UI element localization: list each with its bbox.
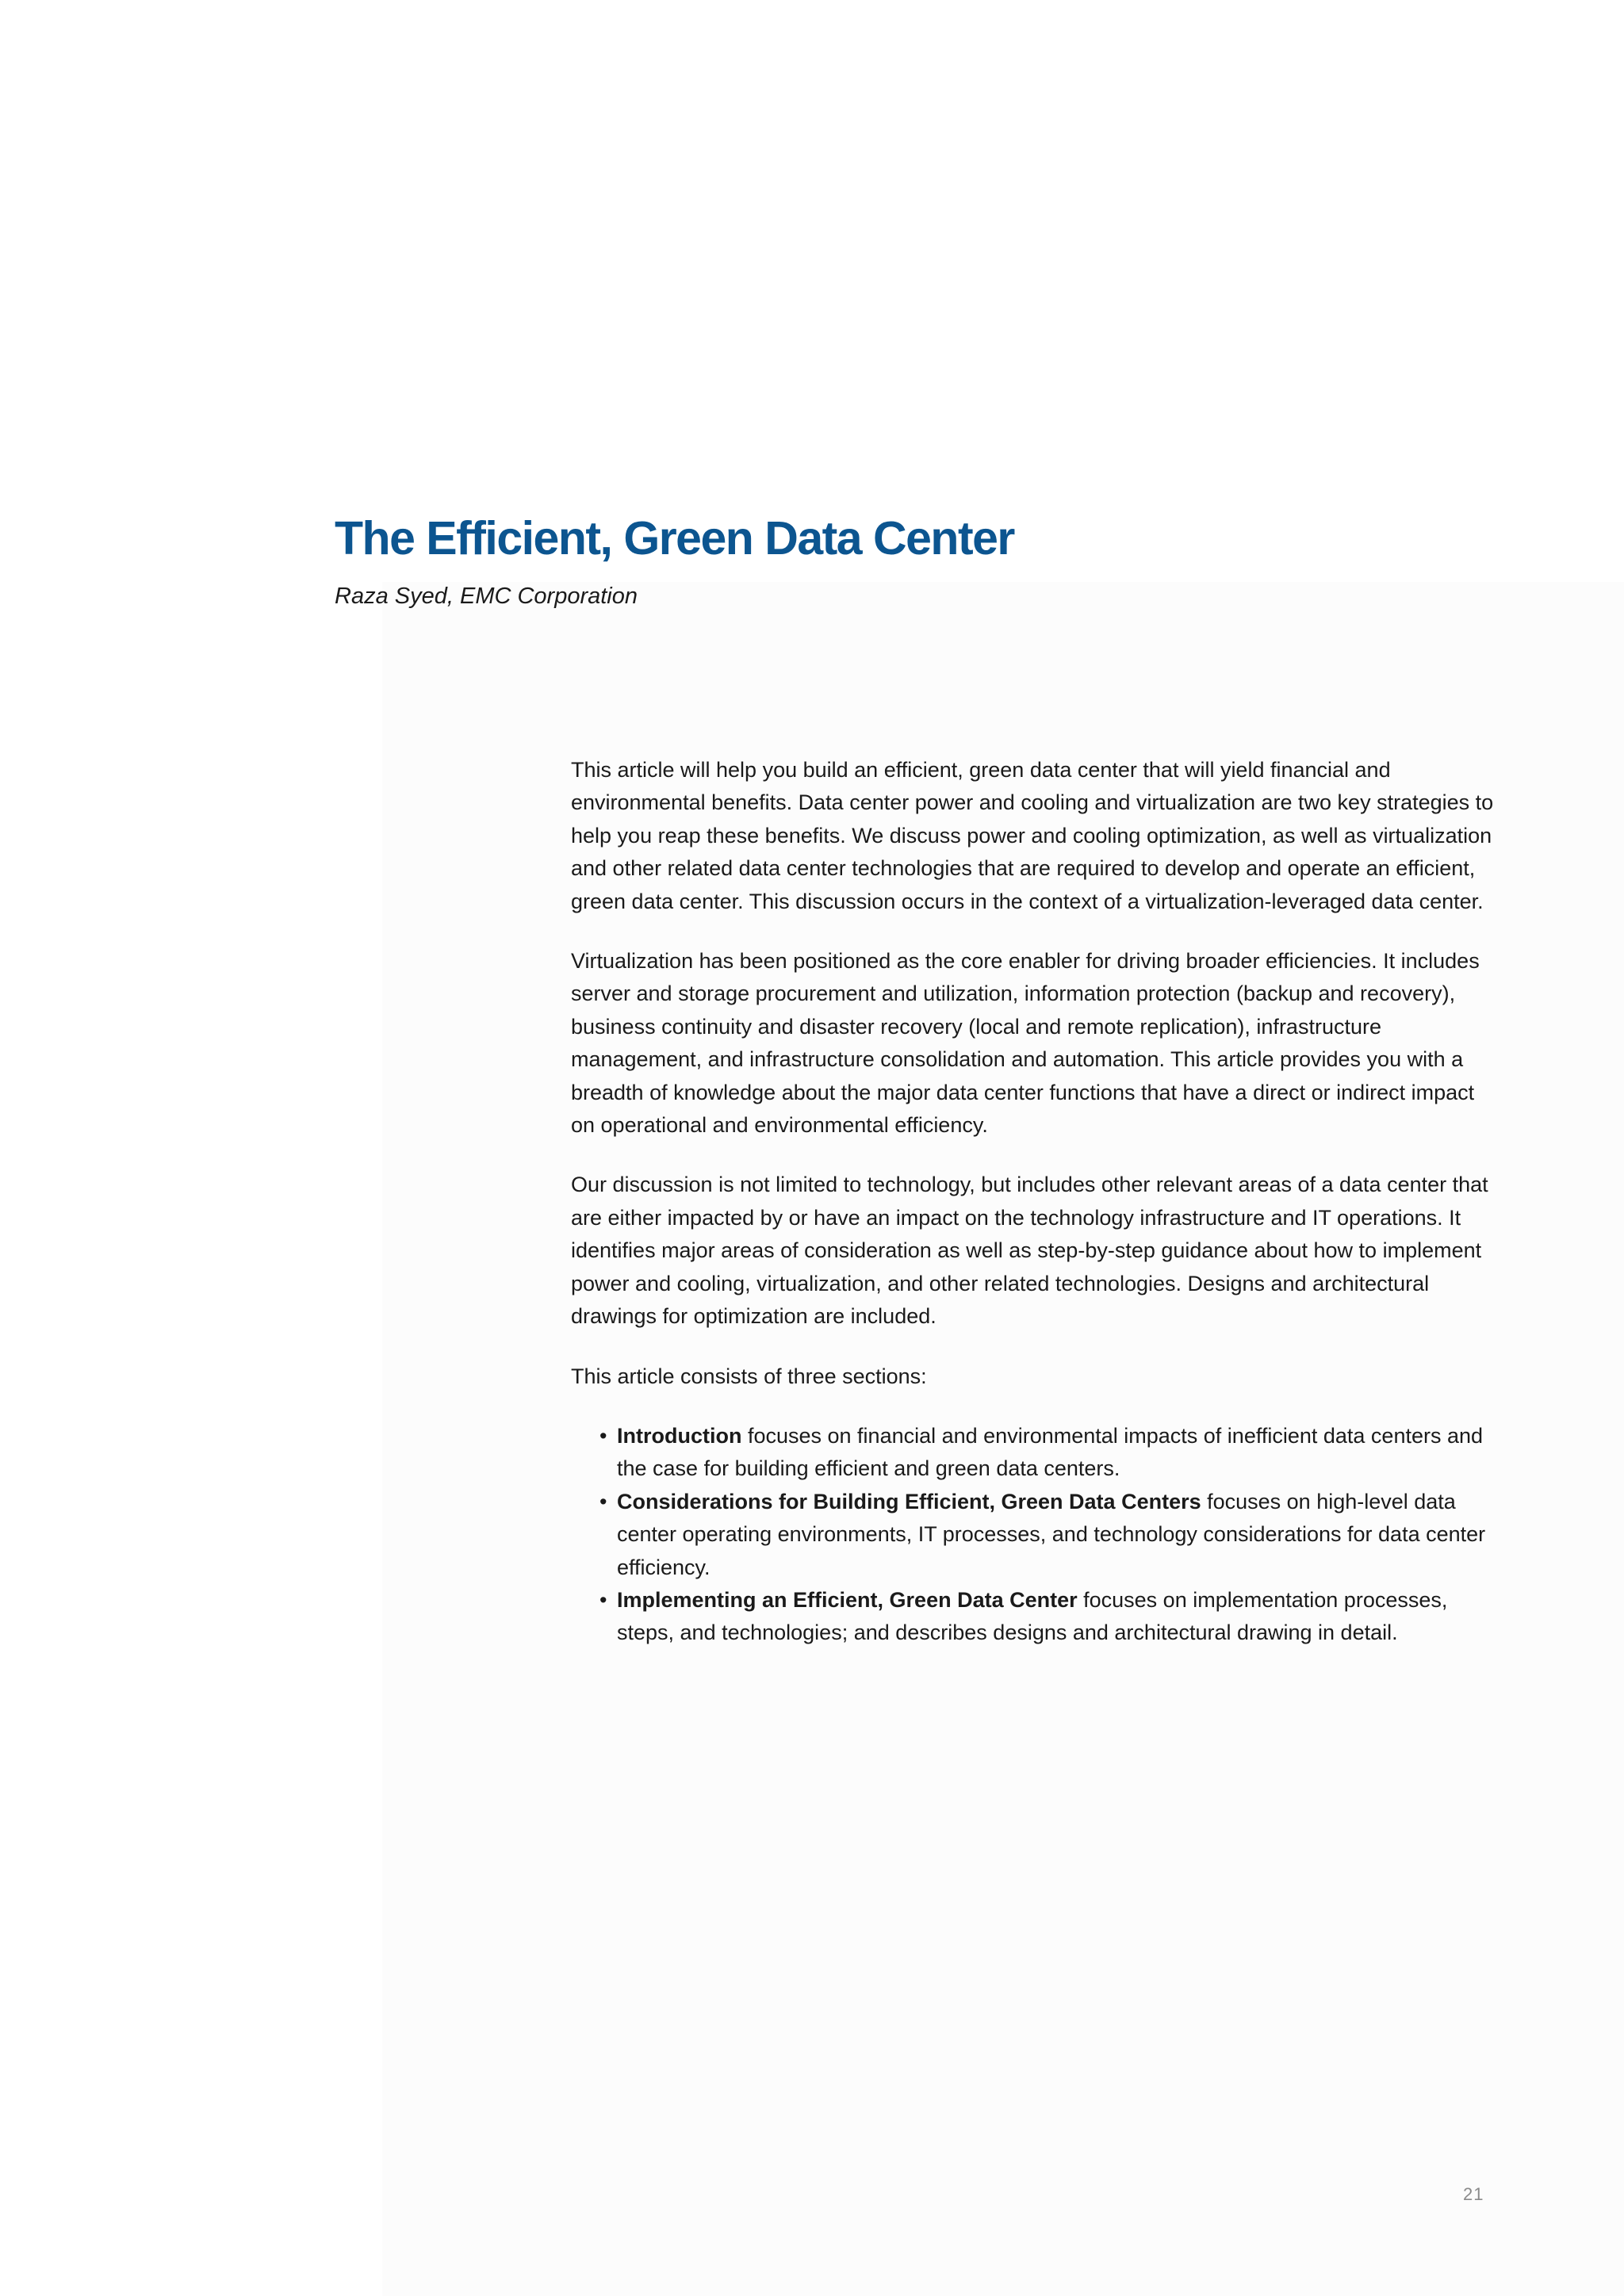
article-body xyxy=(571,754,1499,1650)
virtualization-paragraph: Virtualization has been positioned as the core enabler for driving broader efficiencies. It includes server and storage procurement and utilization, information protection (backup and recovery), business continuity and disaster recovery (local and remote replication), infrastructure management, and infrastructure consolidation and automation. This article provides you with a breadth of knowledge about the major data center functions that have a direct or indirect impact on operational and environmental efficiency. xyxy=(571,949,1480,1138)
section-description: focuses on implementation processes, steps, and technologies; and describes designs and architectural drawing in detail. xyxy=(617,1587,1448,1645)
section-list xyxy=(571,1420,1499,1650)
section-list-item xyxy=(571,1486,1499,1584)
page-number: 21 xyxy=(1463,2184,1484,2204)
section-name: Introduction xyxy=(617,1423,742,1448)
article-title: The Efficient, Green Data Center xyxy=(335,512,1014,564)
bullet-icon: • xyxy=(599,1423,607,1448)
section-description: focuses on financial and environmental impacts of inefficient data centers and the case for building efficient and green data centers. xyxy=(617,1423,1484,1481)
bullet-icon: • xyxy=(599,1587,607,1612)
section-description: focuses on high-level data center operating environments, IT processes, and technology considerations for data center efficiency. xyxy=(617,1489,1486,1579)
article-author: Raza Syed, EMC Corporation xyxy=(335,584,638,609)
section-list-item xyxy=(571,1584,1499,1650)
section-list-item xyxy=(571,1420,1499,1486)
bullet-icon: • xyxy=(599,1489,607,1513)
section-name: Implementing an Efficient, Green Data Center xyxy=(617,1587,1078,1612)
abstract-paragraph: This article will help you build an efficient, green data center that will yield financial and environmental benefits. Data center power and cooling and virtualization are two key strategies to help you reap these benefits. We discuss power and cooling optimization, as well as virtualization and other related data center technologies that are required to develop and operate an efficient, green data center. This discussion occurs in the context of a virtualization-leveraged data center. xyxy=(571,758,1494,913)
scope-paragraph: Our discussion is not limited to technology, but includes other relevant areas of a data center that are either impacted by or have an impact on the technology infrastructure and IT operations. It identifies major areas of consideration as well as step-by-step guidance about how to implement power and cooling, virtualization, and other related technologies. Designs and architectural drawings for optimization are included. xyxy=(571,1173,1488,1329)
section-name: Considerations for Building Efficient, Green Data Centers xyxy=(617,1489,1201,1513)
sections-intro: This article consists of three sections: xyxy=(571,1364,927,1388)
